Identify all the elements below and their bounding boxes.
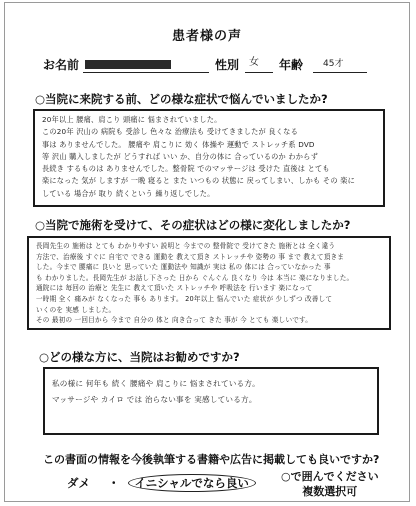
gender-value: 女 <box>249 57 259 68</box>
selection-note <box>281 469 379 499</box>
question-2: ○当院で施術を受けて、その症状はどの様に変化しましたか? <box>35 218 351 232</box>
answer-1-line: 長続き するものは ありませんでした。整骨院 でのマッサージは 受けた 直後は とても <box>42 164 330 174</box>
answer-1-line: 事は ありませんでした。 腰痛や 肩こりに 効く 体操や 運動で ストレッチ系 DVD <box>42 139 315 149</box>
answer-1-line: している 場合が 取り 続くという 繰り返しでした。 <box>42 188 215 198</box>
answer-1 <box>42 114 377 200</box>
answer-3-line: 私の様に 何年も 続く 腰痛や 肩こりに 悩まされている方。 <box>52 379 260 388</box>
option-initials-circled[interactable]: イニシャルでなら良い <box>128 474 256 492</box>
page-title: 患者様の声 <box>171 29 242 44</box>
answer-2-line: した。今まで 腰痛に 良いと 思っていた 運動法や 知識が 実は 私の 体には 合っていなかった 事 <box>36 263 331 272</box>
option-no[interactable]: ダメ <box>67 476 90 490</box>
age-underline <box>313 72 367 73</box>
answer-2 <box>36 241 383 326</box>
note-line-1: ○で囲んでください <box>281 470 379 483</box>
name-underline <box>83 72 209 73</box>
consent-options <box>67 475 256 491</box>
answer-box-2 <box>27 236 391 330</box>
answer-3 <box>52 376 371 408</box>
answer-3-line: マッサージや カイロ では 治らない事を 実感している方。 <box>52 395 257 404</box>
question-3: ○どの様な方に、当院はお勧めですか? <box>39 350 240 364</box>
note-line-2: 複数選択可 <box>302 485 358 498</box>
age-value: 45才 <box>323 59 344 69</box>
answer-1-line: 20年以上 腰痛、肩こり 頭痛に 悩まされていました。 <box>42 115 222 124</box>
age-label: 年齢 <box>279 58 304 72</box>
answer-box-1 <box>33 109 385 207</box>
answer-2-line: 長岡先生の 施術は とても わかりやすい 説明と 今までの 整骨院で 受けてきた 施術とは 全く違う <box>36 242 336 250</box>
answer-2-line: 通院には 毎回の 治療と 先生に 教えて頂いた ストレッチや 呼吸法を 行います 楽になって <box>36 284 313 293</box>
answer-2-line: 方法で、治療後 すぐに 自宅で できる 運動を 教えて頂き ストレッチや 姿勢の 事 まで 教えて頂きま <box>36 252 345 261</box>
publish-consent-question: この書面の情報を今後執筆する書籍や広告に掲載しても良いですか? <box>43 453 380 466</box>
answer-1-line: この20年 沢山の 病院も 受診し 色々な 治療法も 受けてきましたが 良くなる <box>42 127 298 137</box>
option-separator: ・ <box>108 476 120 490</box>
redacted-name <box>85 60 171 69</box>
answer-2-line: その 最初の 一回目から 今まで 自分の 体と 向き合って きた 事が 今 とても 楽しいです。 <box>36 316 313 325</box>
name-label: お名前 <box>43 58 80 72</box>
gender-label: 性別 <box>215 58 240 72</box>
testimonial-sheet <box>4 2 410 502</box>
answer-2-line: も わかりました。長岡先生が お話し下さった 日から ぐんぐん 良くなり 今は 本当に 楽になりました。 <box>36 273 354 282</box>
gender-underline <box>245 72 273 73</box>
answer-1-line: 等 沢山 購入しましたが どうすれば いい か、自分の体に 合っているのか わからず <box>42 151 318 161</box>
answer-box-3 <box>43 367 379 435</box>
question-1: ○当院に来院する前、どの様な症状で悩んでいましたか? <box>35 92 328 106</box>
answer-1-line: 楽になった 気が しますが 一晩 寝ると また いつもの 状態に 戻ってしまい、しかも その 楽に <box>42 176 355 186</box>
answer-2-line: いくのを 実感 しました。 <box>36 305 116 314</box>
info-row <box>5 56 409 76</box>
answer-2-line: 一時期 全く 痛みが なくなった 事も あります。 20年以上 悩んでいた 症状が 少しずつ 改善して <box>36 294 333 303</box>
